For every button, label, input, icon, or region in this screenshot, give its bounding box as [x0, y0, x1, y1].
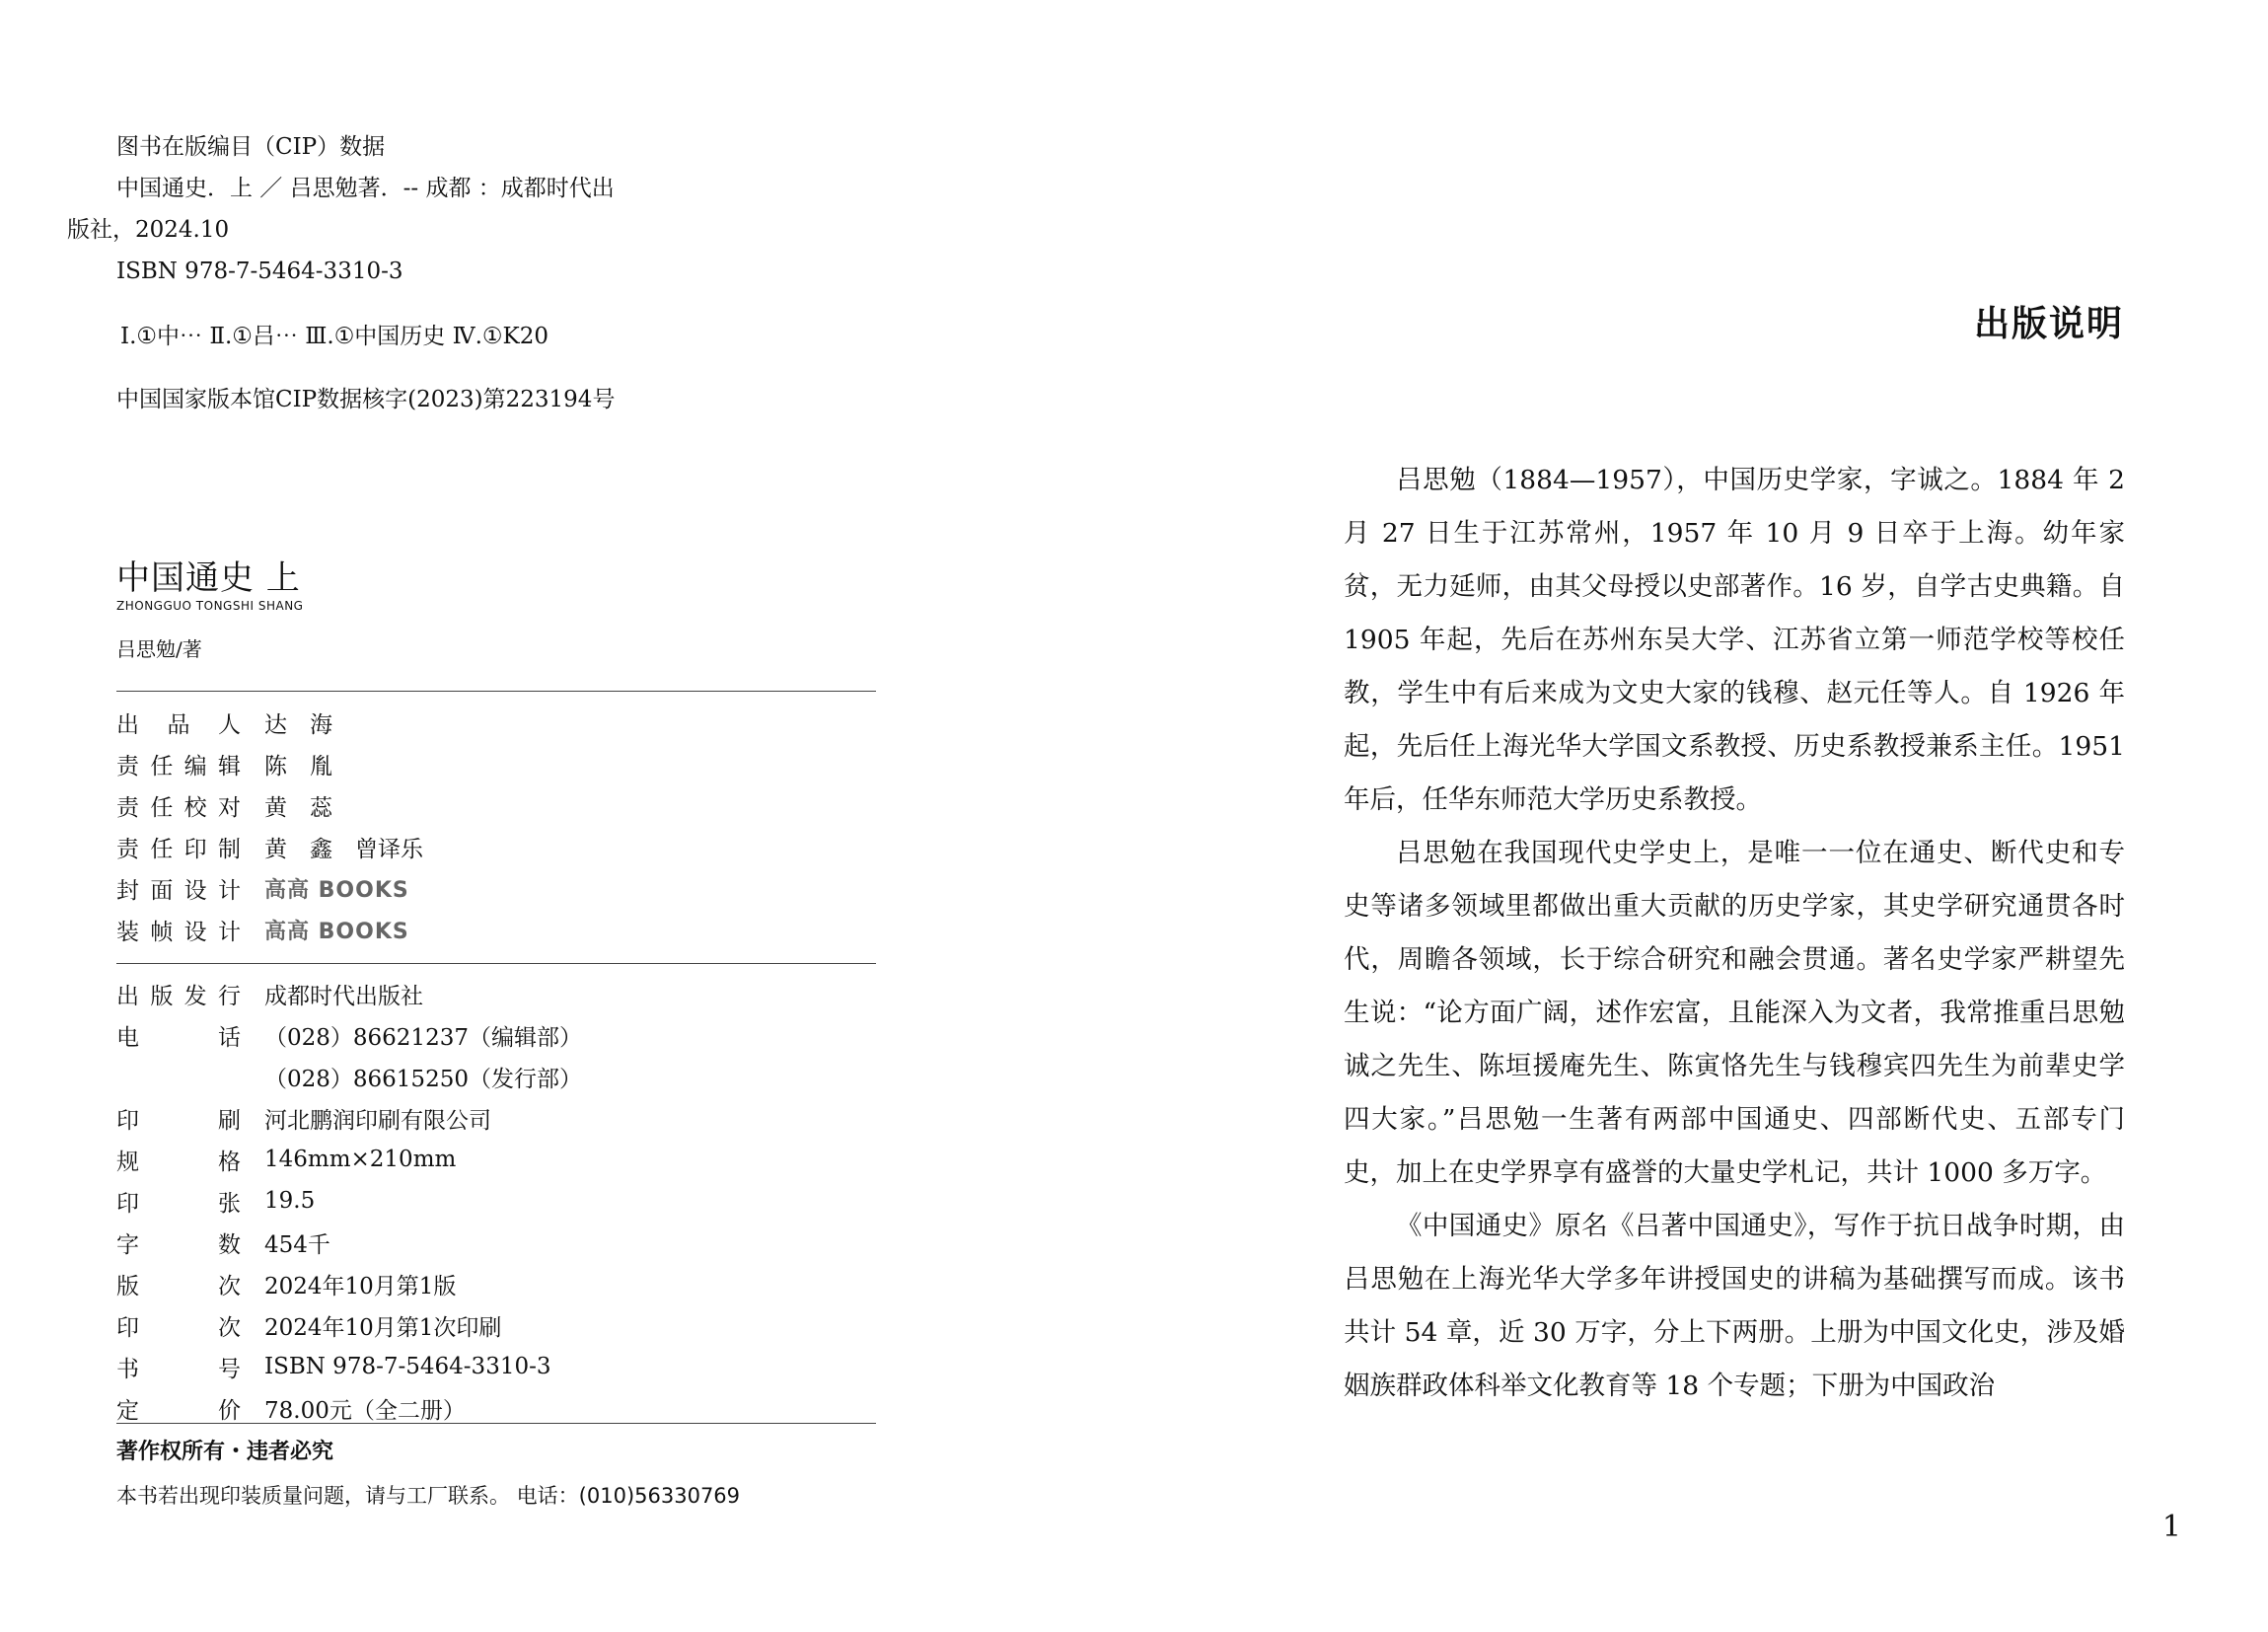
publishing-row: [116, 1056, 876, 1097]
paragraph: 吕思勉在我国现代史学史上，是唯一一位在通史、断代史和专史等诸多领域里都做出重大贡献的历史学家，其史学研究通贯各时代，周瞻各领域，长于综合研究和融会贯通。著名史学家严耕望先生说：“论方面广阔，述作宏富，且能深入为文者，我常推重吕思勉诚之先生、陈垣援庵先生、陈寅恪先生与钱穆宾四先生为前辈史学四大家。”吕思勉一生著有两部中国通史、四部断代史、五部专门史，加上在史学界享有盛誉的大量史学札记，共计 1000 多万字。: [1344, 838, 2125, 1188]
publishing-value: 河北鹏润印刷有限公司: [264, 1107, 491, 1134]
quality-contact: 本书若出现印装质量问题，请与工厂联系。 电话：(010)56330769: [116, 1484, 741, 1508]
cip-isbn: ISBN 978-7-5464-3310-3: [116, 259, 403, 284]
publication-note-heading: 出版说明: [1973, 304, 2124, 344]
publishing-row: [116, 1014, 876, 1056]
credits-table: [116, 702, 876, 950]
book-author: 吕思勉/著: [116, 637, 202, 661]
publishing-label: 印张: [116, 1190, 241, 1217]
credit-row-proofreader: [116, 784, 876, 826]
publishing-value: ISBN 978-7-5464-3310-3: [264, 1354, 551, 1379]
publishing-table: [116, 973, 876, 1429]
cip-title-line: 中国通史．上 ／ 吕思勉著．-- 成都 ：成都时代出: [116, 176, 615, 201]
rights-block: [116, 1433, 906, 1516]
publishing-row: [116, 1097, 876, 1139]
book-title-pinyin: ZHONGGUO TONGSHI SHANG: [116, 599, 304, 613]
credit-row-editor: [116, 743, 876, 784]
publishing-label: 书号: [116, 1356, 241, 1382]
credit-label: 出品人: [116, 711, 241, 738]
paragraph: 《中国通史》原名《吕著中国通史》，写作于抗日战争时期，由吕思勉在上海光华大学多年讲授国史的讲稿为基础撰写而成。该书共计 54 章，近 30 万字，分上下两册。上册为中国文化史，涉及婚姻族群政体科举文化教育等 18 个专题；下册为中国政治: [1344, 1211, 2125, 1401]
publishing-label: 定价: [116, 1397, 241, 1424]
publishing-label: 字数: [116, 1231, 241, 1258]
paragraph: 吕思勉（1884—1957），中国历史学家，字诚之。1884 年 2 月 27 日生于江苏常州，1957 年 10 月 9 日卒于上海。幼年家贫，无力延师，由其父母授以史部著作。16 岁，自学古史典籍。自 1905 年起，先后在苏州东吴大学、江苏省立第一师范学校等校任教，学生中有后来成为文史大家的钱穆、赵元任等人。自 1926 年起，先后任上海光华大学国文系教授、历史系教授兼系主任。1951 年后，任华东师范大学历史系教授。: [1344, 465, 2125, 815]
publishing-row: [116, 1180, 876, 1222]
cip-title-line-cont: 版社，2024.10: [67, 217, 230, 243]
credit-label: 责任编辑: [116, 753, 241, 779]
credit-row-printing-supervisor: [116, 826, 876, 867]
publishing-label: 规格: [116, 1149, 241, 1175]
credit-label: 封面设计: [116, 877, 241, 904]
credit-value: 黄 鑫 曾译乐: [264, 836, 423, 862]
publishing-value: 78.00元（全二册）: [264, 1397, 466, 1424]
copyright-notice: 著作权所有・违者必究: [116, 1440, 334, 1464]
cip-heading: 图书在版编目（CIP）数据: [116, 134, 386, 160]
publishing-row: [116, 973, 876, 1014]
credit-row-producer: [116, 702, 876, 743]
publishing-value: 146mm×210mm: [264, 1147, 457, 1172]
divider-bottom: [116, 1423, 876, 1424]
publishing-row: [116, 1346, 876, 1387]
publishing-row: [116, 1222, 876, 1263]
publishing-label: 出版发行: [116, 983, 241, 1009]
divider-top: [116, 691, 876, 692]
publishing-value: 2024年10月第1次印刷: [264, 1314, 502, 1341]
credit-label: 装帧设计: [116, 919, 241, 945]
publishing-label: 印刷: [116, 1107, 241, 1134]
publishing-row: [116, 1304, 876, 1346]
credit-label: 责任校对: [116, 794, 241, 821]
credit-row-cover-design: [116, 867, 876, 909]
page-number: 1: [2161, 1510, 2181, 1544]
publishing-label: 印次: [116, 1314, 241, 1341]
credit-label: 责任印制: [116, 836, 241, 862]
publishing-value: 454千: [264, 1231, 330, 1258]
cip-classification: Ⅰ.①中⋯ Ⅱ.①吕⋯ Ⅲ.①中国历史 Ⅳ.①K20: [120, 324, 549, 349]
designer-logo: 高高 BOOKS: [264, 919, 409, 944]
divider-middle: [116, 963, 876, 964]
book-title: 中国通史 上: [116, 558, 301, 598]
publishing-value: 2024年10月第1版: [264, 1273, 457, 1299]
designer-logo: 高高 BOOKS: [264, 877, 409, 903]
publishing-value: 成都时代出版社: [264, 983, 423, 1009]
credit-value: 黄 蕊: [264, 794, 332, 821]
credit-row-binding-design: [116, 909, 876, 950]
publishing-value: （028）86621237（编辑部）: [264, 1024, 582, 1051]
book-title-block: [116, 558, 876, 663]
cip-block: [67, 126, 886, 420]
publishing-label: 电话: [116, 1024, 241, 1051]
publishing-value: 19.5: [264, 1188, 316, 1214]
credit-value: 达 海: [264, 711, 332, 738]
credit-value: 陈 胤: [264, 753, 332, 779]
cip-record-number: 中国国家版本馆CIP数据核字(2023)第223194号: [116, 387, 616, 412]
publishing-value: （028）86615250（发行部）: [264, 1066, 582, 1092]
publication-note-body: [1344, 454, 2125, 1413]
publishing-row: [116, 1139, 876, 1180]
publishing-label: 版次: [116, 1273, 241, 1299]
publishing-row: [116, 1263, 876, 1304]
